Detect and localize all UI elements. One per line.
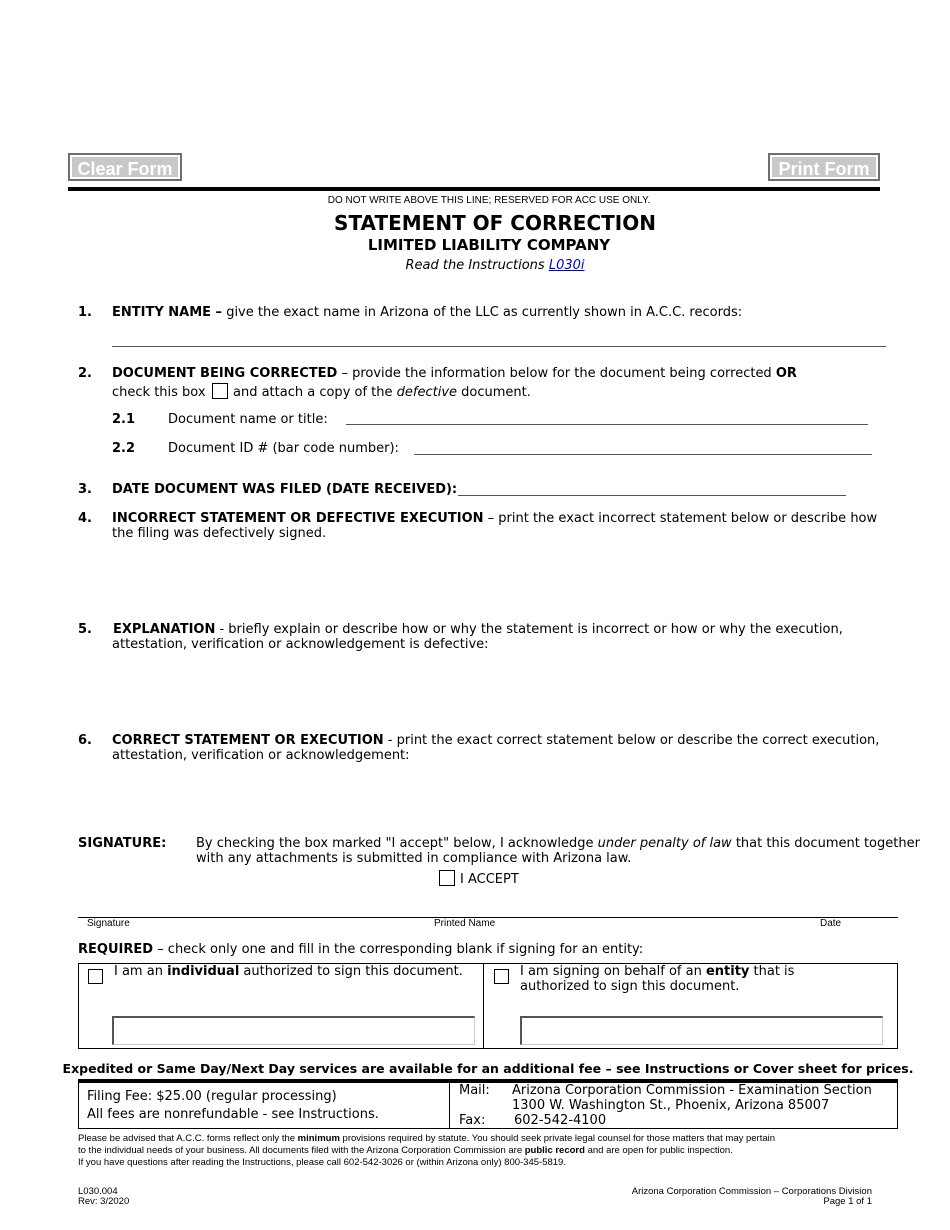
item-4-number: 4.: [78, 511, 92, 526]
fee-box-divider: [449, 1083, 450, 1129]
print-form-button[interactable]: Print Form: [768, 153, 880, 181]
item-6-number: 6.: [78, 733, 92, 748]
individual-checkbox[interactable]: [88, 969, 103, 984]
clear-form-button[interactable]: Clear Form: [68, 153, 182, 181]
correct-statement-field[interactable]: [112, 766, 886, 831]
filing-fee: Filing Fee: $25.00 (regular processing): [87, 1089, 337, 1104]
i-accept-checkbox[interactable]: [439, 870, 455, 886]
mail-address-1: Arizona Corporation Commission - Examination Section: [512, 1083, 872, 1098]
date-filed-field[interactable]: [458, 495, 846, 496]
item-2-number: 2.: [78, 366, 92, 381]
item-3-number: 3.: [78, 482, 92, 497]
signer-type-divider: [483, 963, 484, 1049]
item-2-text: DOCUMENT BEING CORRECTED – provide the information below for the document being corrected OR: [112, 366, 797, 381]
individual-name-field[interactable]: [112, 1016, 475, 1045]
form-title: STATEMENT OF CORRECTION: [334, 211, 656, 235]
document-id-label: Document ID # (bar code number):: [168, 441, 399, 456]
header-rule: [68, 187, 880, 191]
required-text: REQUIRED – check only one and fill in the corresponding blank if signing for an entity:: [78, 942, 644, 957]
defective-copy-checkbox[interactable]: [212, 383, 228, 399]
instructions-line: Read the Instructions L030i: [405, 258, 585, 273]
entity-checkbox[interactable]: [494, 969, 509, 984]
document-id-field[interactable]: [414, 454, 872, 455]
instructions-link[interactable]: L030i: [548, 258, 585, 273]
expedited-note: Expedited or Same Day/Next Day services are available for an additional fee – see Instructions or Cover sheet for prices.: [62, 1061, 914, 1076]
printed-name-column-label: Printed Name: [434, 918, 496, 929]
form-code: L030.004: [78, 1186, 118, 1197]
date-column-label: Date: [820, 918, 842, 929]
item-1-number: 1.: [78, 305, 92, 320]
page-number: Page 1 of 1: [823, 1196, 872, 1207]
entity-name-field[interactable]: [520, 1016, 883, 1045]
item-5-text-2: attestation, verification or acknowledgement is defective:: [112, 637, 489, 652]
entity-name-field[interactable]: [112, 346, 886, 347]
mail-address-2: 1300 W. Washington St., Phoenix, Arizona 85007: [512, 1098, 830, 1113]
reserved-note: DO NOT WRITE ABOVE THIS LINE; RESERVED FOR ACC USE ONLY.: [327, 195, 651, 206]
item-6-text-2: attestation, verification or acknowledgement:: [112, 748, 410, 763]
mail-label: Mail:: [459, 1083, 490, 1098]
signature-ack-text: By checking the box marked "I accept" below, I acknowledge under penalty of law that this document together: [196, 836, 920, 851]
fax-label: Fax:: [459, 1113, 486, 1128]
document-name-label: Document name or title:: [168, 412, 328, 427]
item-5-text: EXPLANATION - briefly explain or describe how or why the statement is incorrect or how or why the execution,: [113, 622, 843, 637]
signature-label: SIGNATURE:: [78, 836, 167, 851]
document-name-field[interactable]: [346, 424, 868, 425]
item-6-text: CORRECT STATEMENT OR EXECUTION - print the exact correct statement below or describe the correct execution,: [112, 733, 880, 748]
signature-ack-text-2: with any attachments is submitted in compliance with Arizona law.: [196, 851, 632, 866]
fax-number: 602-542-4100: [514, 1113, 607, 1128]
entity-label: I am signing on behalf of an entity that is: [520, 964, 795, 979]
item-2-checkbox-label: check this box: [112, 385, 206, 400]
item-2-1-number: 2.1: [112, 412, 136, 427]
item-2-2-number: 2.2: [112, 441, 136, 456]
footer-organization: Arizona Corporation Commission – Corporations Division: [631, 1186, 872, 1197]
entity-label-2: authorized to sign this document.: [520, 979, 740, 994]
i-accept-label: I ACCEPT: [460, 872, 519, 887]
form-revision: Rev: 3/2020: [78, 1196, 130, 1207]
individual-label: I am an individual authorized to sign this document.: [114, 964, 463, 979]
incorrect-statement-field[interactable]: [112, 545, 886, 615]
item-4-text-2: the filing was defectively signed.: [112, 526, 327, 541]
legal-notice: Please be advised that A.C.C. forms reflect only the minimum provisions required by statute. You should seek private legal counsel for those matters that may pertain to the individual needs of your business. All documents filed with the Arizona Corporation Commission are public record and are open for public inspection. If you have questions after reading the Instructions, please call 602-542-3026 or (within Arizona only) 800-345-5819.: [78, 1133, 776, 1168]
item-4-text: INCORRECT STATEMENT OR DEFECTIVE EXECUTION – print the exact incorrect statement below or describe how: [112, 511, 878, 526]
item-3-text: DATE DOCUMENT WAS FILED (DATE RECEIVED):: [112, 482, 458, 497]
item-1-text: ENTITY NAME – give the exact name in Arizona of the LLC as currently shown in A.C.C. records:: [112, 305, 743, 320]
item-5-number: 5.: [78, 622, 92, 637]
item-2-attach-text: and attach a copy of the defective document.: [233, 385, 531, 400]
signature-column-label: Signature: [87, 918, 130, 929]
explanation-field[interactable]: [112, 655, 886, 725]
nonrefundable-note: All fees are nonrefundable - see Instructions.: [87, 1107, 379, 1122]
form-subtitle: LIMITED LIABILITY COMPANY: [367, 236, 611, 254]
